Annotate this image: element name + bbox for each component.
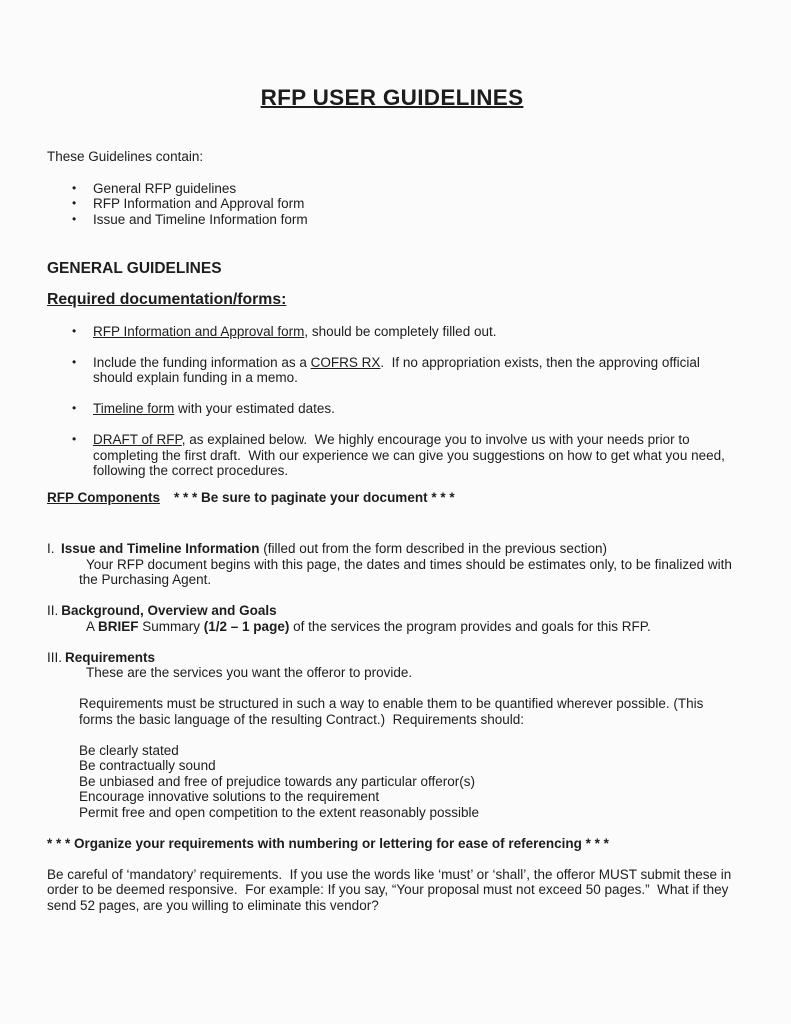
section-heading bbox=[47, 541, 737, 557]
section-body: Requirements must be structured in such a way to enable them to be quantified wherever possible. (This forms the basic language of the resulting Contract.) Requirements should: bbox=[79, 696, 708, 727]
subheading-required-forms: Required documentation/forms: bbox=[47, 291, 287, 308]
bullet-icon: • bbox=[72, 323, 77, 338]
intro-list bbox=[47, 181, 737, 228]
bullet-icon: • bbox=[72, 432, 77, 446]
list-item-text: RFP Information and Approval form bbox=[93, 196, 305, 211]
text-run-underlined: RFP Information and Approval form bbox=[93, 323, 305, 339]
text-run: Summary bbox=[138, 618, 204, 634]
list-item-text: General RFP guidelines bbox=[93, 180, 237, 196]
text-run: A bbox=[86, 618, 99, 634]
list-item: Encourage innovative solutions to the requirement bbox=[79, 789, 380, 804]
list-item: Permit free and open competition to the extent reasonably possible bbox=[79, 804, 479, 820]
section-background-goals bbox=[47, 603, 737, 634]
rfp-components-label: RFP Components bbox=[47, 489, 161, 505]
text-run: Include the funding information as a bbox=[93, 354, 311, 370]
section-heading bbox=[47, 603, 737, 619]
section-title: Issue and Timeline Information bbox=[61, 541, 260, 556]
section-requirements bbox=[47, 650, 737, 821]
bullet-icon: • bbox=[72, 354, 77, 369]
section-title: Background, Overview and Goals bbox=[61, 603, 277, 618]
text-run-bold: BRIEF bbox=[98, 618, 139, 634]
section-body: These are the services you want the offeror to provide. bbox=[86, 665, 413, 680]
section-heading bbox=[47, 650, 737, 666]
section-issue-timeline bbox=[47, 541, 737, 588]
text-run: , as explained below. We highly encourage you to involve us with your needs prior to completing the first draft. With our experience we can give you suggestions on how to get what you need, following the correct procedures. bbox=[93, 432, 729, 478]
section-number: III. bbox=[47, 649, 63, 665]
text-run: of the services the program provides and goals for this RFP. bbox=[289, 618, 651, 634]
paginate-note: * * * Be sure to paginate your document * * * bbox=[174, 489, 455, 505]
list-item bbox=[47, 432, 737, 479]
intro-lead: These Guidelines contain: bbox=[47, 149, 204, 164]
list-item bbox=[47, 401, 737, 417]
text-run: (filled out from the form described in the previous section) bbox=[259, 541, 607, 556]
text-run: . If no appropriation exists, then the approving official should explain funding in a memo. bbox=[93, 354, 704, 385]
rfp-components-line bbox=[47, 490, 737, 506]
section-number: II. bbox=[47, 603, 59, 618]
text-run-underlined: DRAFT of RFP bbox=[93, 432, 182, 447]
list-item bbox=[47, 181, 737, 197]
list-item: Be clearly stated bbox=[79, 742, 179, 758]
closing-paragraph: Be careful of ‘mandatory’ requirements. If you use the words like ‘must’ or ‘shall’, the offeror MUST submit these in order to be deemed responsive. For example: If you say, “Your proposal must not exceed 50 pages.” What if they send 52 pages, are you willing to eliminate this vendor? bbox=[47, 866, 736, 913]
section-title: Requirements bbox=[65, 649, 156, 665]
organize-note: * * * Organize your requirements with numbering or lettering for ease of referencing * * * bbox=[47, 835, 609, 851]
list-item-text bbox=[93, 401, 737, 417]
section-number: I. bbox=[47, 541, 55, 556]
text-run-bold: (1/2 – 1 page) bbox=[203, 618, 290, 634]
list-item: Be unbiased and free of prejudice towards any particular offeror(s) bbox=[79, 773, 475, 789]
bullet-icon: • bbox=[72, 211, 77, 226]
bullet-icon: • bbox=[72, 196, 77, 210]
list-item-text bbox=[93, 432, 737, 479]
list-item bbox=[47, 196, 737, 212]
text-run: , should be completely filled out. bbox=[304, 323, 497, 339]
list-item bbox=[47, 324, 737, 340]
section-body: Your RFP document begins with this page, the dates and times should be estimates only, to be finalized with the Purchasing Agent. bbox=[79, 556, 736, 587]
list-item-text bbox=[93, 324, 737, 340]
list-item: Be contractually sound bbox=[79, 758, 216, 773]
list-item-text: Issue and Timeline Information form bbox=[93, 211, 308, 227]
document-title: RFP USER GUIDELINES bbox=[260, 85, 524, 110]
list-item bbox=[47, 355, 737, 386]
text-run-underlined: COFRS RX bbox=[310, 354, 381, 370]
bullet-icon: • bbox=[72, 180, 77, 195]
section-body bbox=[79, 619, 737, 635]
bullet-icon: • bbox=[72, 401, 77, 415]
heading-general-guidelines: GENERAL GUIDELINES bbox=[47, 260, 222, 277]
text-run: with your estimated dates. bbox=[174, 401, 335, 416]
required-forms-list bbox=[47, 324, 737, 479]
text-run-underlined: Timeline form bbox=[93, 401, 175, 416]
requirements-criteria-list bbox=[79, 743, 737, 821]
list-item-text bbox=[93, 355, 737, 386]
list-item bbox=[47, 212, 737, 228]
